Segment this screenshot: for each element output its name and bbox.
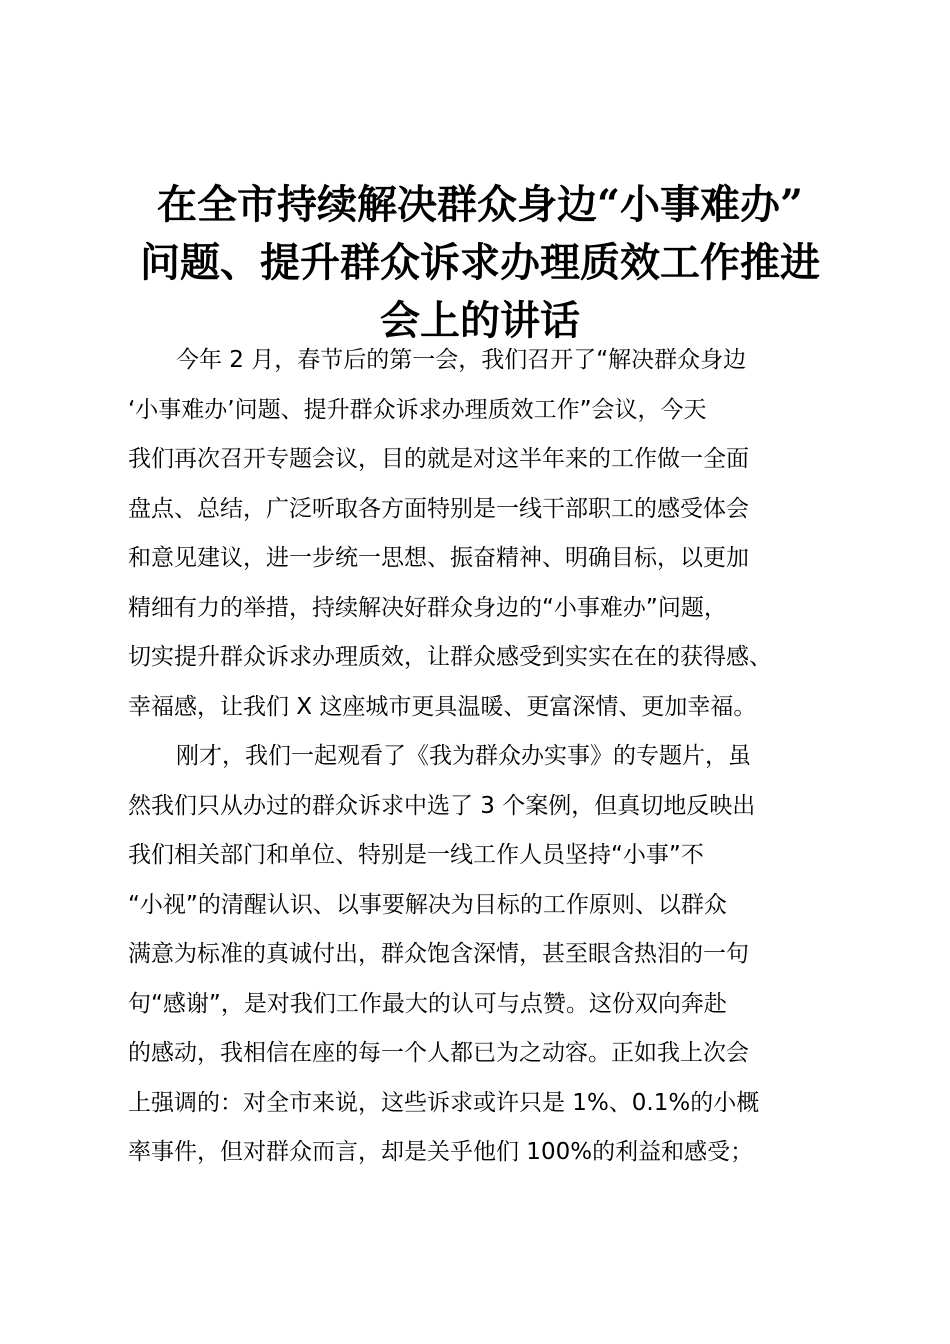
paragraph-1	[128, 336, 842, 732]
paragraph-2	[128, 732, 842, 1178]
paragraph-line: 率事件，但对群众而言，却是关乎他们 100%的利益和感受；	[128, 1139, 754, 1165]
paragraph-line: 今年 2 月，春节后的第一会，我们召开了“解决群众身边	[176, 347, 747, 373]
paragraph-line: 切实提升群众诉求办理质效，让群众感受到实实在在的获得感、	[128, 644, 772, 670]
paragraph-line: 上强调的：对全市来说，这些诉求或许只是 1%、0.1%的小概	[128, 1089, 760, 1116]
paragraph-line: 盘点、总结，广泛听取各方面特别是一线干部职工的感受体会	[128, 495, 749, 522]
paragraph-line: ‘小事难办’问题、提升群众诉求办理质效工作”会议，今天	[128, 396, 707, 423]
paragraph-line: 和意见建议，进一步统一思想、振奋精神、明确目标，以更加	[128, 545, 749, 571]
paragraph-line: 幸福感，让我们 X 这座城市更具温暖、更富深情、更加幸福。	[128, 693, 757, 720]
paragraph-line: 精细有力的举措，持续解决好群众身边的“小事难办”问题，	[128, 594, 727, 621]
title-line: 问题、提升群众诉求办理质效工作推进	[140, 239, 820, 286]
title-line: 在全市持续解决群众身边“小事难办”	[156, 181, 803, 228]
paragraph-line: 满意为标准的真诚付出，群众饱含深情，甚至眼含热泪的一句	[128, 941, 749, 967]
paragraph-line: 然我们只从办过的群众诉求中选了 3 个案例，但真切地反映出	[128, 792, 756, 819]
paragraph-line: 我们相关部门和单位、特别是一线工作人员坚持“小事”不	[128, 842, 704, 868]
title-line: 会上的讲话	[380, 297, 580, 344]
paragraph-line: 我们再次召开专题会议，目的就是对这半年来的工作做一全面	[128, 446, 749, 472]
paragraph-line: 的感动，我相信在座的每一个人都已为之动容。正如我上次会	[128, 1040, 749, 1066]
paragraph-line: “小视”的清醒认识、以事要解决为目标的工作原则、以群众	[128, 891, 727, 918]
paragraph-line: 句“感谢”，是对我们工作最大的认可与点赞。这份双向奔赴	[128, 990, 727, 1017]
paragraph-line: 刚才，我们一起观看了《我为群众办实事》的专题片，虽	[176, 743, 751, 769]
document-body	[128, 336, 842, 1178]
document-title	[120, 176, 840, 350]
